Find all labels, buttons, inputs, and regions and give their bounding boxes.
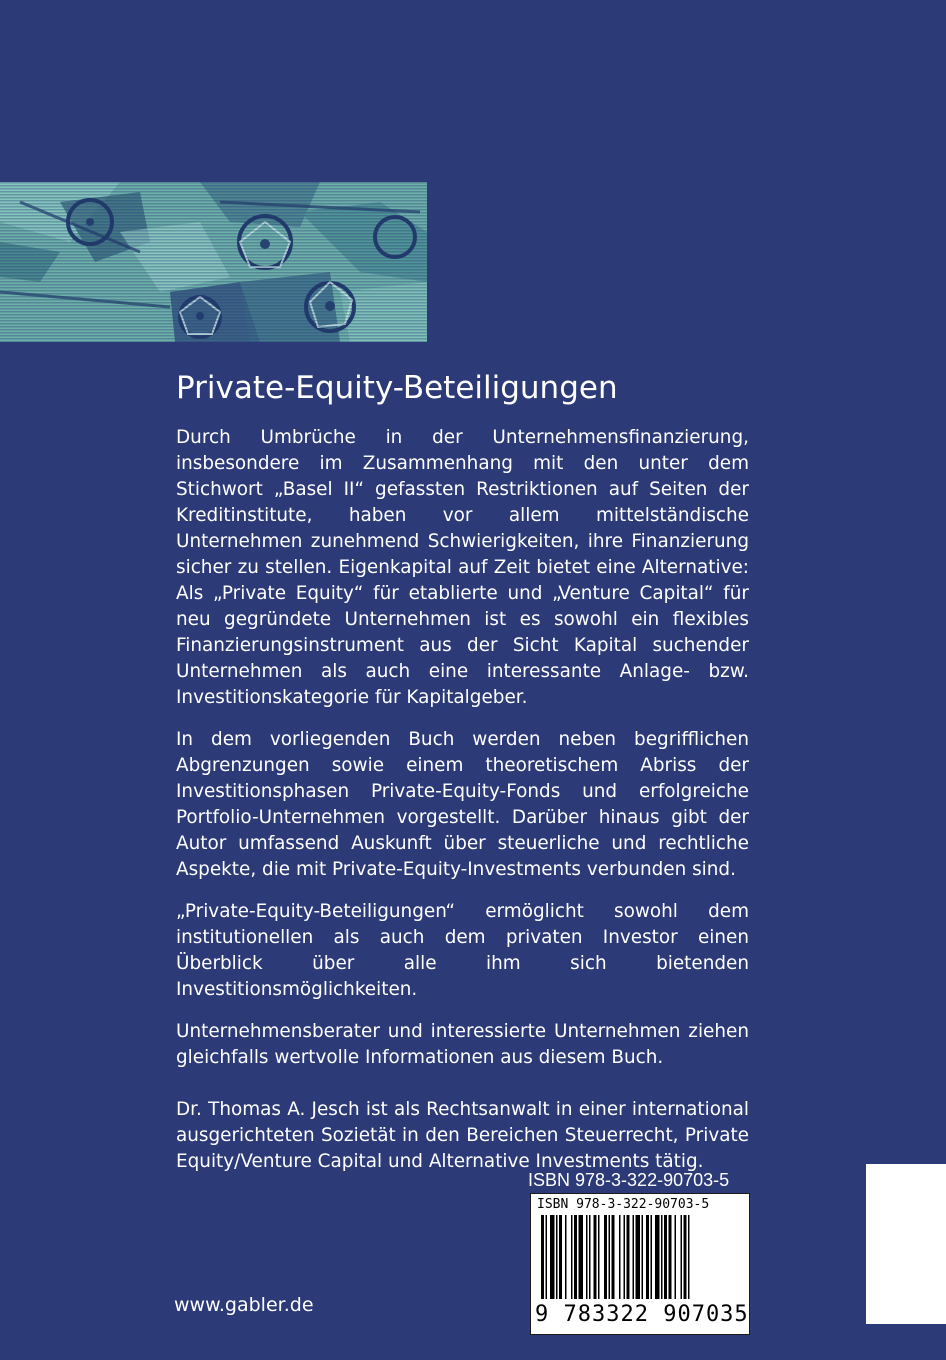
barcode-bar — [688, 1215, 690, 1299]
barcode-bar — [586, 1215, 588, 1299]
book-title: Private-Equity-Beteiligungen — [176, 370, 618, 406]
barcode-bar — [642, 1215, 644, 1299]
gear-machinery-banner — [0, 182, 427, 342]
barcode-isbn-label: ISBN 978-3-322-90703-5 — [537, 1197, 710, 1212]
barcode-bar — [661, 1215, 663, 1299]
barcode-bar — [669, 1215, 672, 1299]
barcode-bar — [609, 1215, 611, 1299]
barcode-bar — [681, 1215, 683, 1299]
barcode-bar — [646, 1215, 649, 1299]
barcode-bars — [537, 1215, 745, 1301]
barcode-bar — [633, 1215, 635, 1299]
barcode — [530, 1193, 750, 1335]
isbn-label: ISBN 978-3-322-90703-5 — [528, 1170, 730, 1190]
barcode-bar — [556, 1215, 558, 1299]
blurb-paragraph: Durch Umbrüche in der Unternehmensfinanzierung, insbesondere im Zusammenhang mit den unter dem Stichwort „Basel II“ gefassten Restriktionen auf Seiten der Kreditinstitute, haben vor allem mittelständische Unternehmen zunehmend Schwierigkeiten, ihre Finanzierung sicher zu stellen. Eigenkapital auf Zeit bietet eine Alternative: Als „Private Equity“ für etablierte und „Venture Capital“ für neu gegründete Unternehmen ist es sowohl ein flexibles Finanzierungsinstrument aus der Sicht Kapital suchender Unternehmen als auch eine interessante Anlage- bzw. Investitionskategorie für Kapitalgeber. — [176, 427, 749, 708]
blurb-paragraph: In dem vorliegenden Buch werden neben begrifflichen Abgrenzungen sowie einem theoretischem Abriss der Investitionsphasen Private-Equity-Fonds und erfolgreiche Portfolio-Unternehmen vorgestellt. Darüber hinaus gibt der Autor umfassend Auskunft über steuerliche und rechtliche Aspekte, die mit Private-Equity-Investments verbunden sind. — [176, 729, 749, 880]
barcode-bar — [541, 1215, 544, 1299]
publisher-url: www.gabler.de — [174, 1294, 314, 1316]
author-bio: Dr. Thomas A. Jesch ist als Rechtsanwalt in einer international ausgerichteten Sozietät in den Bereichen Steuerrecht, Private Equity/Venture Capital und Alternative Investments tätig. — [176, 1099, 749, 1172]
barcode-bar — [684, 1215, 687, 1299]
barcode-bar — [565, 1215, 567, 1299]
barcode-bar — [651, 1215, 653, 1299]
barcode-bar — [612, 1215, 615, 1299]
blurb-paragraph: „Private-Equity-Beteiligungen“ ermöglicht sowohl dem institutionellen als auch dem privaten Investor einen Überblick über alle ihm sich bietenden Investitionsmöglichkeiten. — [176, 901, 749, 1000]
blurb-paragraph: Unternehmensberater und interessierte Unternehmen ziehen gleichfalls wertvolle Informationen aus diesem Buch. — [176, 1021, 749, 1068]
barcode-bar — [655, 1215, 660, 1299]
barcode-bar — [574, 1215, 577, 1299]
barcode-bar — [624, 1215, 626, 1299]
barcode-bar — [636, 1215, 641, 1299]
barcode-bar — [675, 1215, 677, 1299]
barcode-bar — [664, 1215, 667, 1299]
barcode-bar — [619, 1215, 621, 1299]
blurb-text — [176, 425, 749, 1191]
gears-illustration — [0, 182, 427, 342]
barcode-bar — [627, 1215, 630, 1299]
barcode-bar — [598, 1215, 600, 1299]
barcode-bar — [571, 1215, 573, 1299]
barcode-bar — [604, 1215, 607, 1299]
barcode-bar — [594, 1215, 597, 1299]
barcode-bar — [589, 1215, 591, 1299]
barcode-bar — [546, 1215, 548, 1299]
barcode-digits: 9 783322 907035 — [535, 1302, 749, 1327]
barcode-bar — [579, 1215, 584, 1299]
barcode-bar — [559, 1215, 562, 1299]
price-sticker-area — [866, 1164, 946, 1324]
barcode-bar — [550, 1215, 555, 1299]
